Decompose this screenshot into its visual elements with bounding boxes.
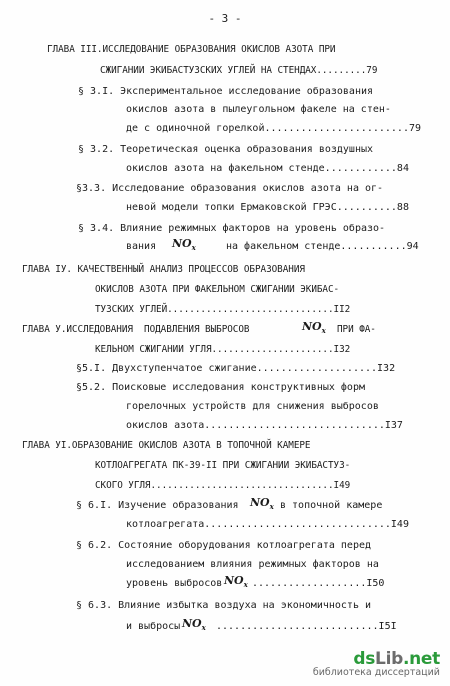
toc-line: КОТЛОАГРЕГАТА ПК-39-II ПРИ СЖИГАНИИ ЭКИБАСТУЗ- <box>95 460 351 471</box>
toc-line: § 6.3. Влияние избытка воздуха на экономичность и <box>76 600 372 611</box>
toc-line: § 6.I. Изучение образования <box>76 500 239 511</box>
toc-line: исследованием влияния режимных факторов на <box>126 559 379 570</box>
nox-formula: $NO_x$ <box>302 320 326 336</box>
toc-line: окислов азота на факельном стенде............84 <box>126 163 409 174</box>
page-number: - 3 - <box>208 12 242 25</box>
toc-line: ОКИСЛОВ АЗОТА ПРИ ФАКЕЛЬНОМ СЖИГАНИИ ЭКИБАС- <box>95 284 340 295</box>
toc-line: ТУЗСКИХ УГЛЕЙ..............................II2 <box>95 304 351 315</box>
toc-line: де с одиночной горелкой........................79 <box>126 123 422 134</box>
nox-formula: $NO_x$ <box>250 496 274 512</box>
dslib-watermark <box>313 649 440 678</box>
toc-line: горелочных устройств для снижения выбросов <box>126 401 379 412</box>
toc-line: ГЛАВА УI.ОБРАЗОВАНИЕ ОКИСЛОВ АЗОТА В ТОПОЧНОЙ КАМЕРЕ <box>22 440 311 451</box>
toc-line: ...................I50 <box>252 578 385 589</box>
toc-line: и выбросы <box>126 621 181 632</box>
toc-line: на факельном стенде...........94 <box>226 241 419 252</box>
toc-line: ГЛАВА III.ИССЛЕДОВАНИЕ ОБРАЗОВАНИЯ ОКИСЛОВ АЗОТА ПРИ <box>47 44 336 55</box>
toc-line: § 3.I. Экспериментальное исследование образования <box>78 86 374 97</box>
toc-line: окислов азота..............................I37 <box>126 420 403 431</box>
toc-line: § 3.4. Влияние режимных факторов на уровень образо- <box>78 223 386 234</box>
toc-line: КЕЛЬНОМ СЖИГАНИИ УГЛЯ......................I32 <box>95 344 351 355</box>
toc-line: СКОГО УГЛЯ.................................I49 <box>95 480 351 491</box>
toc-line: окислов азота в пылеугольном факеле на стен- <box>126 104 391 115</box>
dslib-logo: dsLib.net <box>353 649 440 669</box>
toc-line: § 3.2. Теоретическая оценка образования воздушных <box>78 144 374 155</box>
nox-formula: $NO_x$ <box>224 574 248 590</box>
toc-line: §5.2. Поисковые исследования конструктивных форм <box>76 382 365 393</box>
toc-line: ГЛАВА IУ. КАЧЕСТВЕННЫЙ АНАЛИЗ ПРОЦЕССОВ ОБРАЗОВАНИЯ <box>22 264 305 275</box>
toc-line: уровень выбросов <box>126 578 223 589</box>
toc-line: §5.I. Двухступенчатое сжигание....................I32 <box>76 363 396 374</box>
toc-line: СЖИГАНИИ ЭКИБАСТУЗСКИХ УГЛЕЙ НА СТЕНДАХ.........79 <box>100 65 378 76</box>
toc-line: §3.3. Исследование образования окислов азота на ог- <box>76 183 384 194</box>
watermark-subtitle: библиотека диссертаций <box>312 667 440 678</box>
nox-formula: $NO_x$ <box>172 237 196 253</box>
toc-line: ...........................I5I <box>216 621 397 632</box>
nox-formula: $NO_x$ <box>182 617 206 633</box>
toc-line: вания <box>126 241 157 252</box>
toc-line: котлоагрегата...............................I49 <box>126 519 409 530</box>
toc-line: § 6.2. Состояние оборудования котлоагрегата перед <box>76 540 372 551</box>
toc-line: в топочной камере <box>280 500 383 511</box>
toc-line: невой модели топки Ермаковской ГРЭС..........88 <box>126 202 409 213</box>
toc-line: ПРИ ФА- <box>337 324 376 335</box>
toc-line: ГЛАВА У.ИССЛЕДОВАНИЯ ПОДАВЛЕНИЯ ВЫБРОСОВ <box>22 324 250 335</box>
